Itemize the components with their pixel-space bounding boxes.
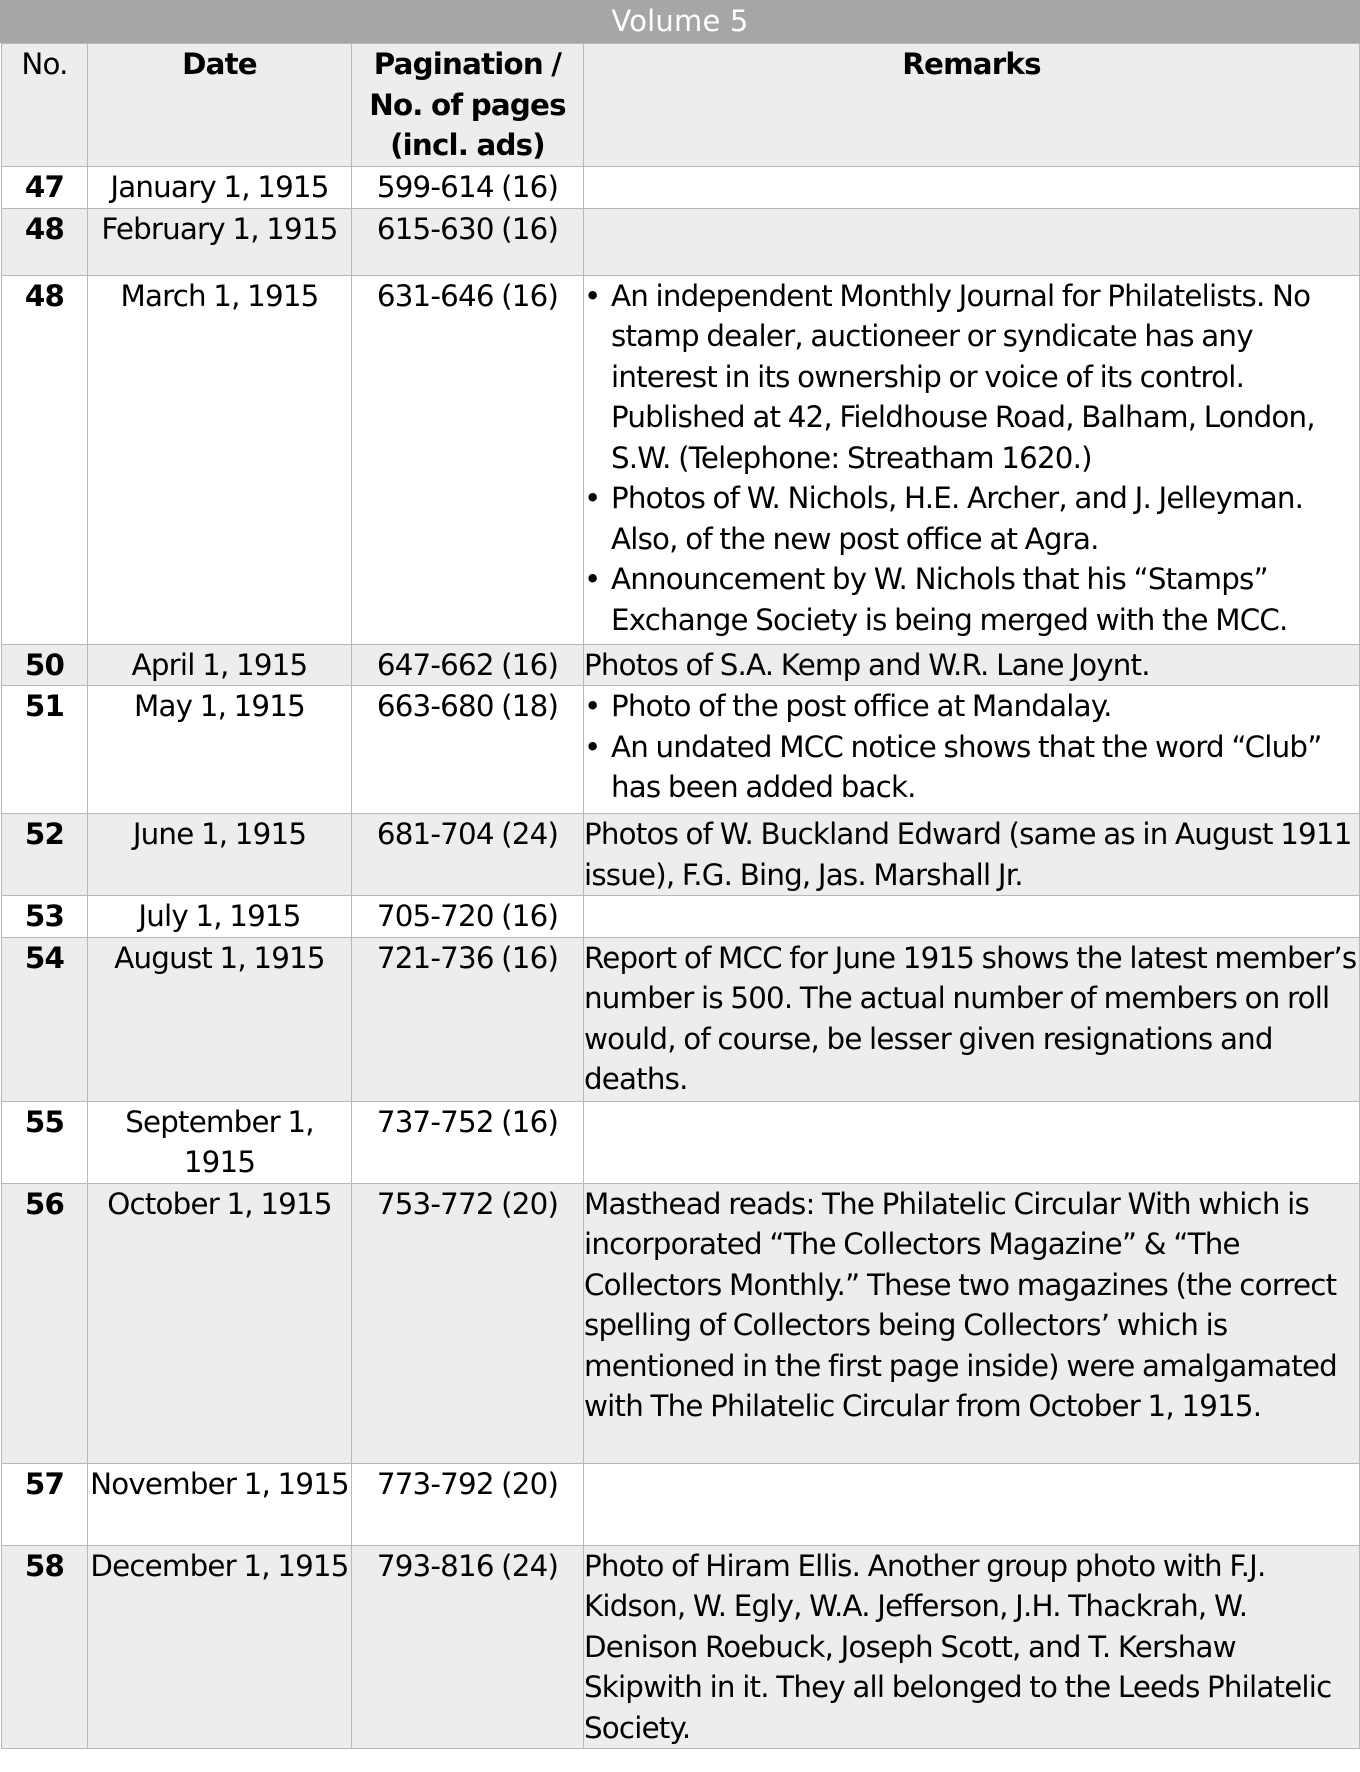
issue-remarks: Masthead reads: The Philatelic Circular With which is incorporated “The Collectors Magazine” & “The Collectors Monthly.” These two magazines (the correct spelling of Collectors being Collectors’ which is mentioned in the first page inside) were amalgamated with The Philatelic Circular from October 1, 1915.	[584, 1183, 1360, 1463]
remarks-bullet-list	[584, 686, 1359, 808]
remarks-bullet-list	[584, 276, 1359, 641]
issue-date: December 1, 1915	[88, 1545, 352, 1749]
issue-pagination: 793-816 (24)	[352, 1545, 584, 1749]
header-pagination	[352, 44, 584, 167]
issue-pagination: 737-752 (16)	[352, 1101, 584, 1183]
issue-number: 50	[2, 644, 88, 686]
issue-pagination: 599-614 (16)	[352, 166, 584, 208]
issue-pagination: 631-646 (16)	[352, 275, 584, 644]
table-row	[2, 937, 1360, 1101]
issue-number: 53	[2, 896, 88, 938]
issue-pagination: 721-736 (16)	[352, 937, 584, 1101]
issue-remarks	[584, 275, 1360, 644]
issue-date: April 1, 1915	[88, 644, 352, 686]
header-date: Date	[88, 44, 352, 167]
table-row	[2, 644, 1360, 686]
issue-number: 47	[2, 166, 88, 208]
issue-remarks: Photos of W. Buckland Edward (same as in August 1911 issue), F.G. Bing, Jas. Marshall Jr.	[584, 814, 1360, 896]
issue-remarks	[584, 686, 1360, 814]
remarks-bullet-item: • Photos of W. Nichols, H.E. Archer, and J. Jelleyman. Also, of the new post office at Agra.	[584, 478, 1359, 559]
table-row	[2, 814, 1360, 896]
issue-date: January 1, 1915	[88, 166, 352, 208]
remarks-bullet-item: • An undated MCC notice shows that the word “Club” has been added back.	[584, 727, 1359, 808]
remarks-bullet-item: • Announcement by W. Nichols that his “Stamps” Exchange Society is being merged with the MCC.	[584, 559, 1359, 640]
issue-pagination: 663-680 (18)	[352, 686, 584, 814]
issue-date: October 1, 1915	[88, 1183, 352, 1463]
table-row	[2, 1463, 1360, 1545]
issue-date: February 1, 1915	[88, 208, 352, 275]
header-pagination-line: Pagination /	[373, 47, 562, 81]
remarks-bullet-item: • An independent Monthly Journal for Philatelists. No stamp dealer, auctioneer or syndicate has any interest in its ownership or voice of its control. Published at 42, Fieldhouse Road, Balham, London, S.W. (Telephone: Streatham 1620.)	[584, 276, 1359, 479]
issue-remarks	[584, 1463, 1360, 1545]
issue-date: November 1, 1915	[88, 1463, 352, 1545]
issue-number: 54	[2, 937, 88, 1101]
table-row	[2, 1183, 1360, 1463]
issue-number: 57	[2, 1463, 88, 1545]
issue-number: 48	[2, 275, 88, 644]
remarks-bullet-item: • Photo of the post office at Mandalay.	[584, 686, 1359, 727]
table-row	[2, 686, 1360, 814]
issue-date: June 1, 1915	[88, 814, 352, 896]
issue-number: 58	[2, 1545, 88, 1749]
issue-number: 51	[2, 686, 88, 814]
table-row	[2, 166, 1360, 208]
header-pagination-line: No. of pages	[369, 87, 566, 122]
issue-pagination: 753-772 (20)	[352, 1183, 584, 1463]
issue-remarks: Photos of S.A. Kemp and W.R. Lane Joynt.	[584, 644, 1360, 686]
issue-remarks	[584, 896, 1360, 938]
issue-remarks: Report of MCC for June 1915 shows the latest member’s number is 500. The actual number of members on roll would, of course, be lesser given resignations and deaths.	[584, 937, 1360, 1101]
issue-date: March 1, 1915	[88, 275, 352, 644]
table-row	[2, 896, 1360, 938]
issue-pagination: 615-630 (16)	[352, 208, 584, 275]
issue-remarks	[584, 166, 1360, 208]
issue-date: August 1, 1915	[88, 937, 352, 1101]
header-no: No.	[2, 44, 88, 167]
issue-number: 56	[2, 1183, 88, 1463]
table-header-row	[2, 44, 1360, 167]
header-remarks: Remarks	[584, 44, 1360, 167]
issue-date: September 1, 1915	[88, 1101, 352, 1183]
header-pagination-line: (incl. ads)	[390, 128, 545, 162]
issue-pagination: 705-720 (16)	[352, 896, 584, 938]
issue-number: 48	[2, 208, 88, 275]
issue-date: May 1, 1915	[88, 686, 352, 814]
issue-pagination: 647-662 (16)	[352, 644, 584, 686]
issue-number: 55	[2, 1101, 88, 1183]
issue-pagination: 773-792 (20)	[352, 1463, 584, 1545]
volume-title: Volume 5	[0, 0, 1360, 43]
issue-pagination: 681-704 (24)	[352, 814, 584, 896]
table-row	[2, 1545, 1360, 1749]
issue-number: 52	[2, 814, 88, 896]
issues-table	[1, 43, 1360, 1749]
table-row	[2, 208, 1360, 275]
issue-remarks	[584, 208, 1360, 275]
table-row	[2, 275, 1360, 644]
issue-remarks	[584, 1101, 1360, 1183]
table-row	[2, 1101, 1360, 1183]
issue-date: July 1, 1915	[88, 896, 352, 938]
issue-remarks: Photo of Hiram Ellis. Another group photo with F.J. Kidson, W. Egly, W.A. Jefferson, J.H. Thackrah, W. Denison Roebuck, Joseph Scott, and T. Kershaw Skipwith in it. They all belonged to the Leeds Philatelic Society.	[584, 1545, 1360, 1749]
